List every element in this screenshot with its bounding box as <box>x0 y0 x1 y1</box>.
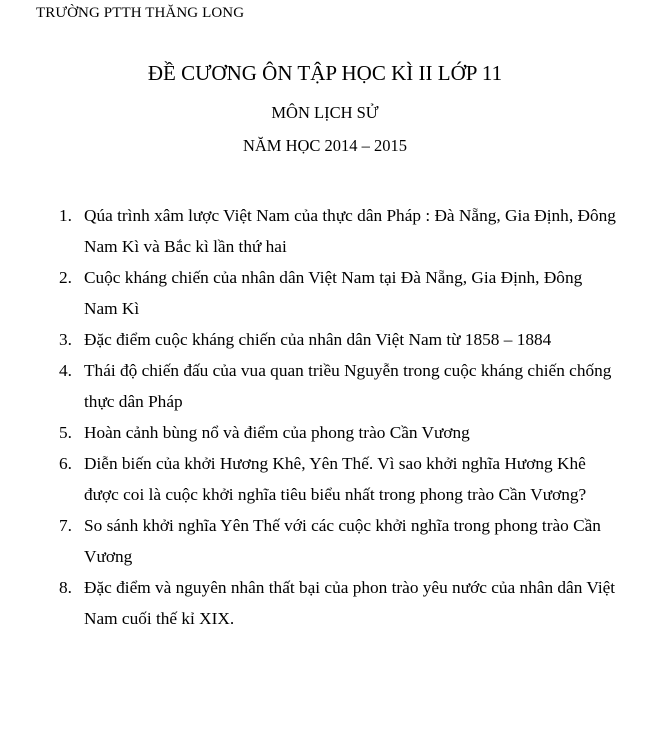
list-item <box>55 355 620 417</box>
list-item <box>55 324 620 355</box>
school-name: TRƯỜNG PTTH THĂNG LONG <box>36 5 245 21</box>
list-item-number: 1. <box>59 206 72 225</box>
list-item <box>55 572 620 634</box>
list-item-number: 2. <box>59 268 72 287</box>
school-year: NĂM HỌC 2014 – 2015 <box>242 136 408 155</box>
list-item-text: Diễn biến của khởi Hương Khê, Yên Thế. Vì sao khởi nghĩa Hương Khê được coi là cuộc khởi nghĩa tiêu biểu nhất trong phong trào Cần Vương? <box>84 454 587 504</box>
list-item-number: 7. <box>59 516 72 535</box>
list-item-number: 8. <box>59 578 72 597</box>
list-item <box>55 510 620 572</box>
list-item-number: 6. <box>59 454 72 473</box>
list-item <box>55 262 620 324</box>
document-title: ĐỀ CƯƠNG ÔN TẬP HỌC KÌ II LỚP 11 <box>147 61 503 85</box>
list-item-number: 4. <box>59 361 72 380</box>
list-item-text: So sánh khởi nghĩa Yên Thế với các cuộc khởi nghĩa trong phong trào Cần Vương <box>84 516 601 566</box>
list-item-number: 3. <box>59 330 72 349</box>
list-item <box>55 448 620 510</box>
list-item-text: Đặc điểm và nguyên nhân thất bại của phon trào yêu nước của nhân dân Việt Nam cuối thế kỉ XIX. <box>84 578 616 628</box>
list-item <box>55 417 620 448</box>
list-item-text: Qúa trình xâm lược Việt Nam của thực dân Pháp : Đà Nẵng, Gia Định, Đông Nam Kì và Bắc kì lần thứ hai <box>84 206 616 256</box>
list-item <box>55 200 620 262</box>
list-item-text: Cuộc kháng chiến của nhân dân Việt Nam tại Đà Nẵng, Gia Định, Đông Nam Kì <box>84 268 583 318</box>
topic-list <box>55 200 620 634</box>
list-item-text: Đặc điểm cuộc kháng chiến của nhân dân Việt Nam từ 1858 – 1884 <box>84 330 552 349</box>
list-item-text: Hoàn cảnh bùng nổ và điểm của phong trào Cần Vương <box>84 423 470 442</box>
list-item-number: 5. <box>59 423 72 442</box>
list-item-text: Thái độ chiến đấu của vua quan triều Nguyễn trong cuộc kháng chiến chống thực dân Pháp <box>84 361 612 411</box>
subject-heading: MÔN LỊCH SỬ <box>271 103 379 122</box>
